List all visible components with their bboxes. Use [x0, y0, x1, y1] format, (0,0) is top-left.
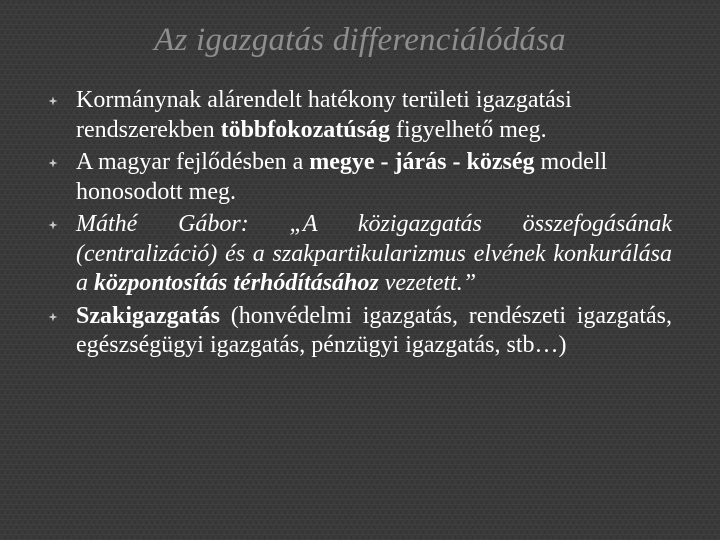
bullet-item	[76, 148, 672, 207]
bullet-item	[76, 86, 672, 145]
bullet-text-bold: Szakigazgatás	[76, 302, 220, 329]
bullet-text-bold: központosítás térhódításához	[94, 270, 379, 296]
bullet-text: modell honosodott meg.	[76, 149, 608, 205]
star-bullet-icon	[48, 220, 58, 230]
bullet-list	[76, 86, 672, 364]
slide-title: Az igazgatás differenciálódása	[154, 22, 566, 58]
bullet-text: vezetett.”	[378, 270, 477, 296]
bullet-text: Máthé Gábor: „A közigazgatás összefogásának (centralizáció) és a szakpartikularizmus elvének konkurálása a	[76, 211, 672, 296]
bullet-text: Kormánynak alárendelt hatékony területi igazgatási rendszerekben	[76, 87, 572, 143]
star-bullet-icon	[48, 158, 58, 168]
star-bullet-icon	[48, 312, 58, 322]
bullet-text-bold: többfokozatúság	[220, 116, 390, 143]
bullet-item	[76, 210, 672, 299]
bullet-item	[76, 302, 672, 361]
bullet-text: A magyar fejlődésben a	[76, 149, 310, 175]
star-bullet-icon	[48, 96, 58, 106]
bullet-text-bold: megye - járás - község	[309, 149, 535, 175]
bullet-text: (honvédelmi igazgatás, rendészeti igazgatás, egészségügyi igazgatás, pénzügyi igazgatás, stb…)	[76, 302, 672, 358]
bullet-text: figyelhető meg.	[389, 116, 547, 143]
